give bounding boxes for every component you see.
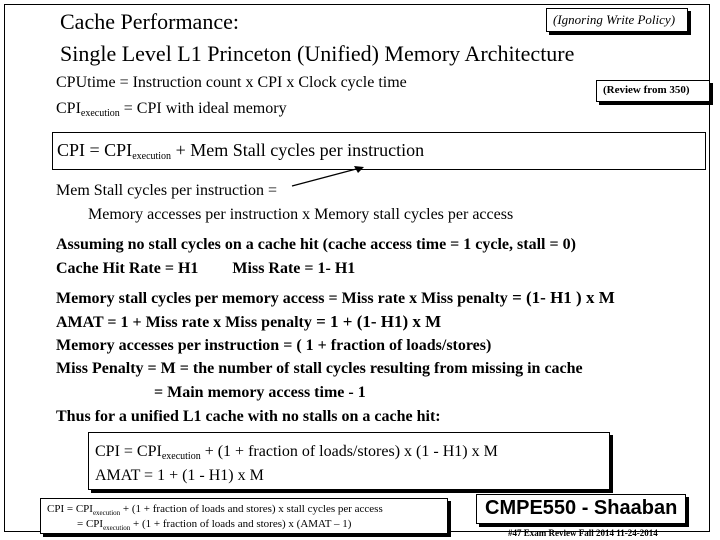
title-line-1: Cache Performance: xyxy=(60,9,239,34)
review-note-text: (Review from 350) xyxy=(603,84,690,96)
miss-penalty-line: Miss Penalty = M = the number of stall cycles resulting from missing in cache xyxy=(56,360,583,377)
main-memory-line: = Main memory access time - 1 xyxy=(154,384,366,401)
slide-info: #47 Exam Review Fall 2014 11-24-2014 xyxy=(508,528,658,538)
hit-rate: Cache Hit Rate = H1 xyxy=(56,260,199,277)
small-cpi-rhs: + (1 + fraction of loads and stores) x stall cycles per access xyxy=(120,503,383,515)
review-note xyxy=(596,80,710,102)
result-cpi-equation xyxy=(95,443,498,461)
cpi-equation-rhs: + Mem Stall cycles per instruction xyxy=(171,140,425,160)
cpi-box xyxy=(52,132,706,170)
brand-text: CMPE550 - Shaaban xyxy=(485,497,678,519)
unified-l1-line: Thus for a unified L1 cache with no stalls on a cache hit: xyxy=(56,408,441,425)
stall-per-access-lhs: Memory stall cycles per memory access = Miss rate x Miss penalty xyxy=(56,290,508,307)
cpi-label: CPI xyxy=(56,100,81,117)
execution-subscript: execution xyxy=(80,108,120,119)
result-cpi-rhs: + (1 + fraction of loads/stores) x (1 - H1) x M xyxy=(200,443,498,460)
brand-box xyxy=(476,494,686,524)
title-line-2: Single Level L1 Princeton (Unified) Memory Architecture xyxy=(60,41,575,66)
miss-rate: Miss Rate = 1- H1 xyxy=(232,260,356,277)
amat-line xyxy=(56,313,441,332)
cputime-formula: CPUtime = Instruction count x CPI x Clock cycle time xyxy=(56,74,407,91)
mem-stall-line: Mem Stall cycles per instruction = xyxy=(56,182,277,199)
result-cpi-subscript: execution xyxy=(161,451,201,462)
small-cpi2-lhs: = CPI xyxy=(77,518,104,530)
cpi-equation-lhs: CPI = CPI xyxy=(57,140,133,160)
small-cpi-line-1 xyxy=(47,502,383,516)
cpi-execution-rhs: = CPI with ideal memory xyxy=(119,100,287,117)
amat-lhs: AMAT = 1 + Miss rate x Miss penalty xyxy=(56,314,312,331)
small-cpi-lhs: CPI = CPI xyxy=(47,503,93,515)
cpi-equation xyxy=(57,140,424,161)
cpi-execution-definition xyxy=(56,100,287,118)
result-amat-equation: AMAT = 1 + (1 - H1) x M xyxy=(95,467,264,484)
small-cpi-line-2 xyxy=(77,517,351,531)
arrow-icon xyxy=(280,160,370,192)
small-formula-box xyxy=(40,498,448,534)
result-box xyxy=(88,432,610,490)
amat-rhs: = 1 + (1- H1) x M xyxy=(311,312,442,331)
write-policy-text: (Ignoring Write Policy) xyxy=(553,12,676,27)
small-cpi2-subscript: execution xyxy=(103,524,131,532)
cpi-equation-subscript: execution xyxy=(132,151,172,162)
stall-per-access-rhs: = (1- H1 ) x M xyxy=(507,288,615,307)
hit-rate-line xyxy=(56,260,355,278)
small-cpi2-rhs: + (1 + fraction of loads and stores) x (AMAT – 1) xyxy=(130,518,352,530)
stall-per-access-line xyxy=(56,289,615,308)
assumption-line: Assuming no stall cycles on a cache hit (cache access time = 1 cycle, stall = 0) xyxy=(56,236,576,253)
small-cpi-subscript: execution xyxy=(92,509,121,517)
write-policy-note xyxy=(546,8,688,32)
memory-accesses-line: Memory accesses per instruction x Memory stall cycles per access xyxy=(88,206,514,223)
result-cpi-lhs: CPI = CPI xyxy=(95,443,162,460)
accesses-per-instruction-line: Memory accesses per instruction = ( 1 + fraction of loads/stores) xyxy=(56,337,492,354)
